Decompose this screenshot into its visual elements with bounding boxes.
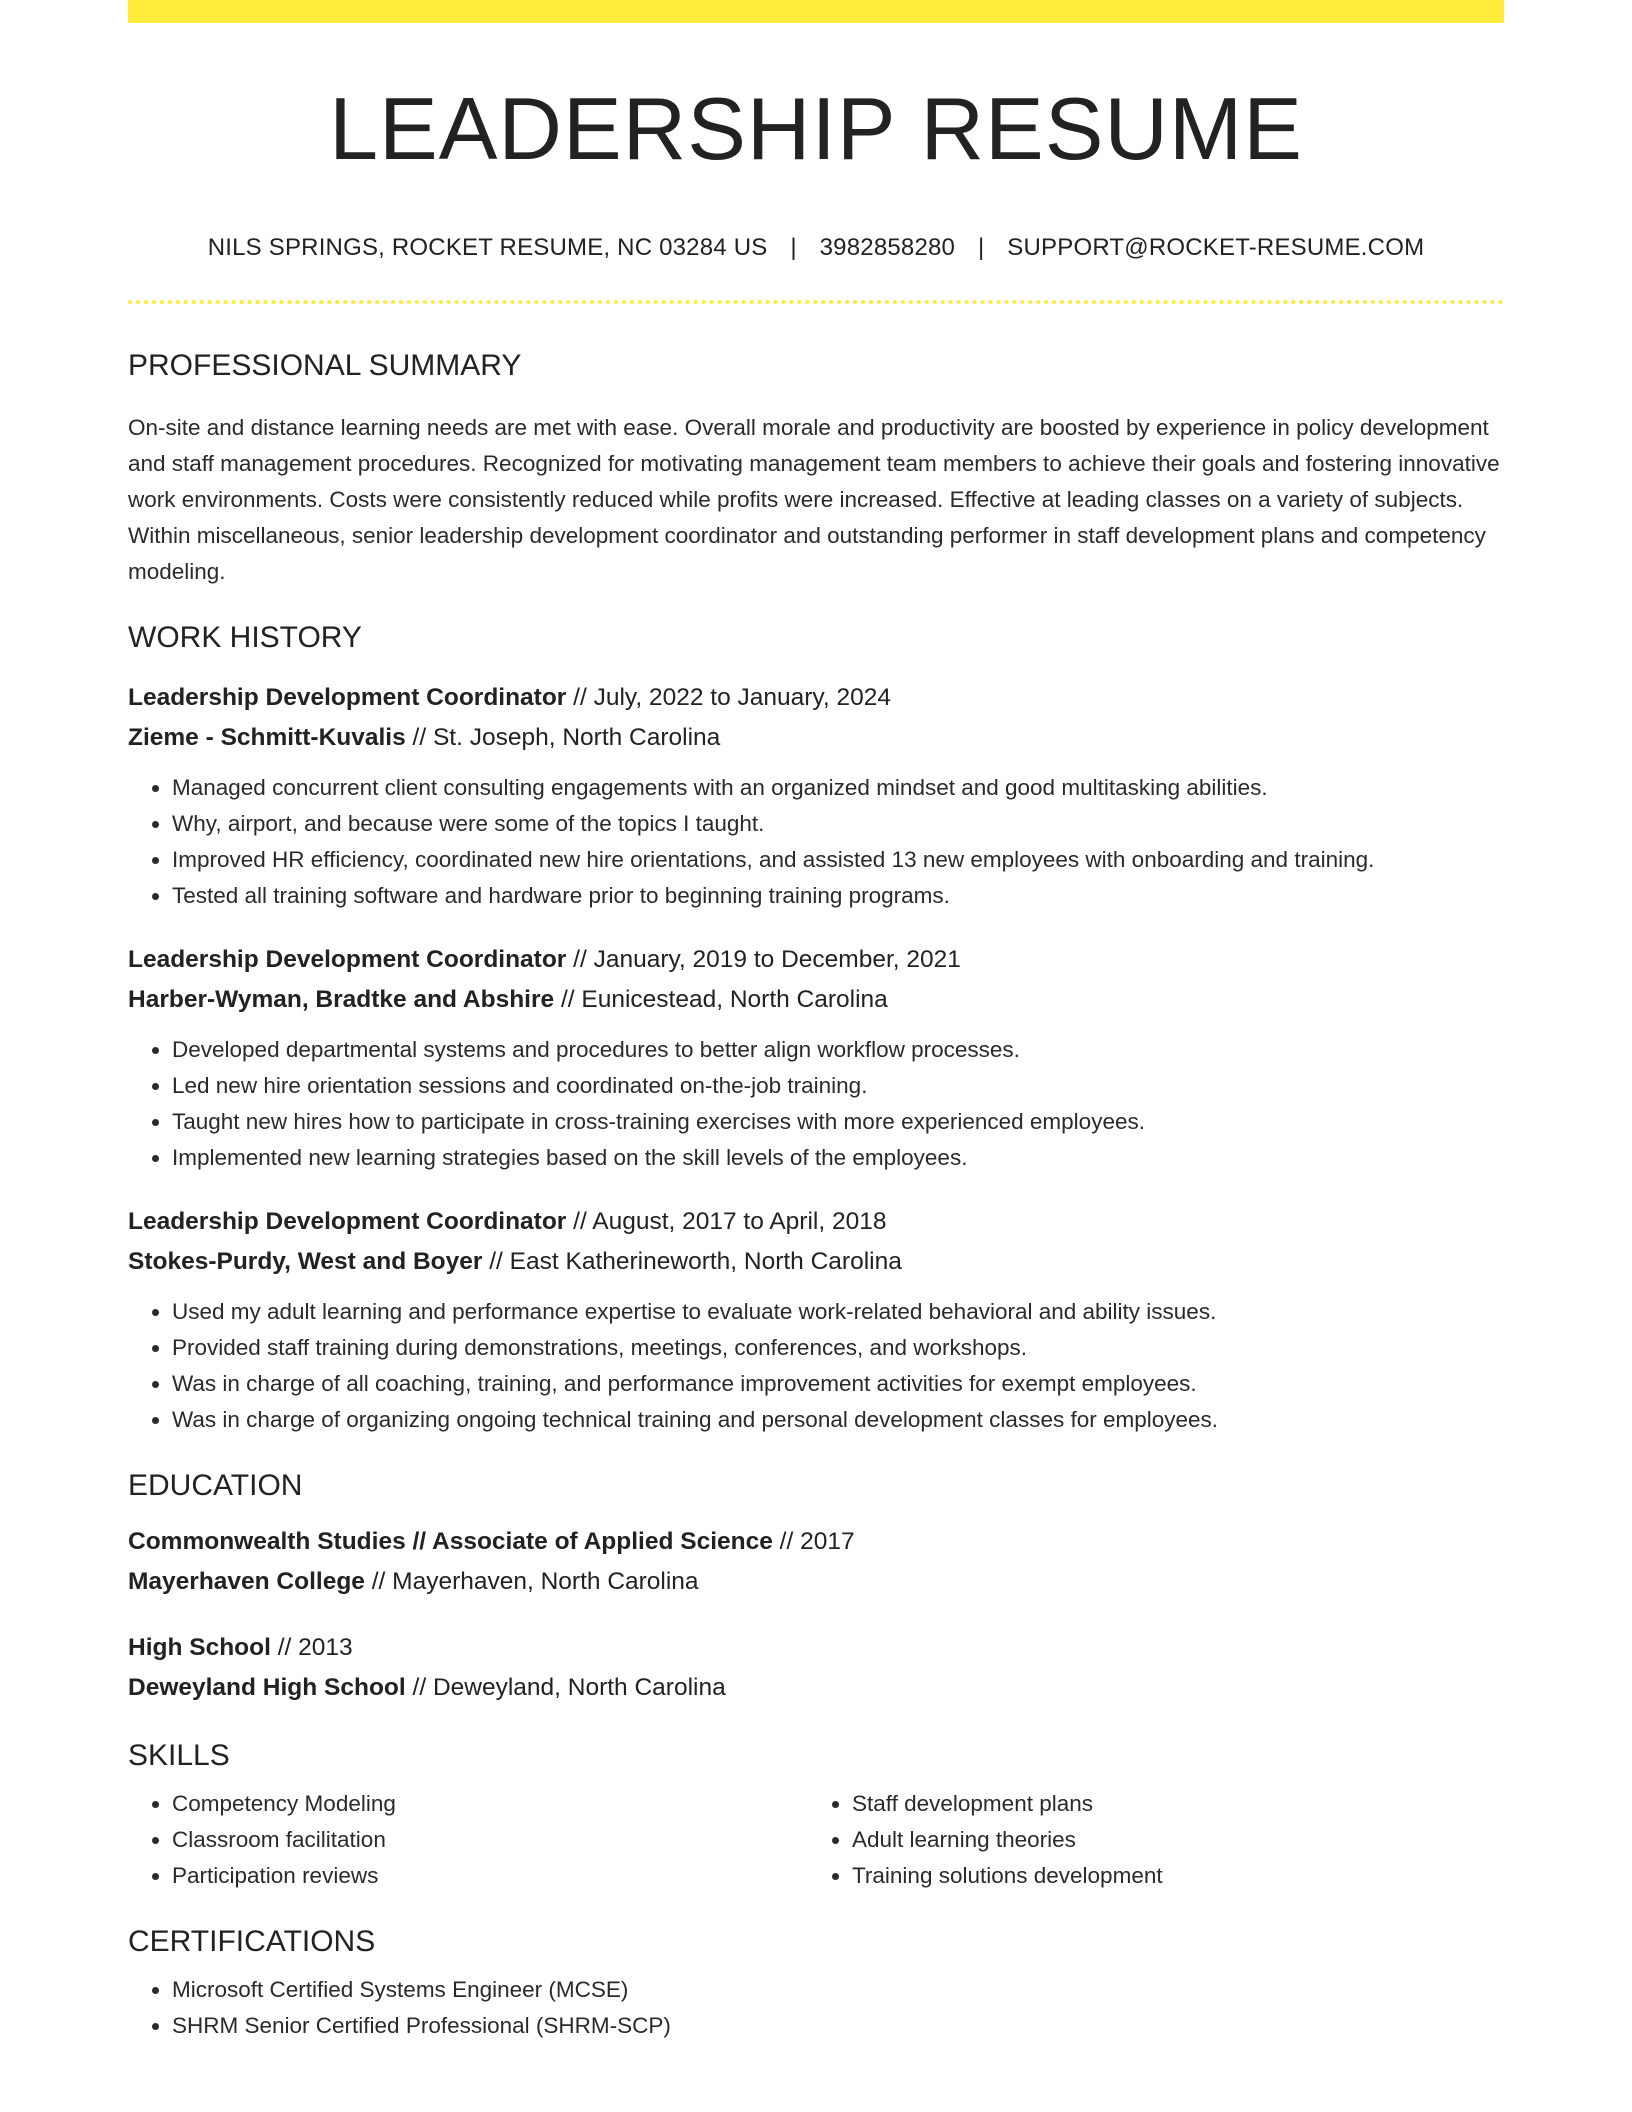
work-history-section: [128, 620, 1504, 1438]
job-bullet: • Was in charge of all coaching, training, and performance improvement activities for exempt employees.: [172, 1366, 1504, 1402]
degree: High School: [128, 1633, 271, 1661]
job-location: // St. Joseph, North Carolina: [405, 723, 721, 751]
school-location: // Mayerhaven, North Carolina: [364, 1567, 699, 1595]
job-location: // East Katherineworth, North Carolina: [482, 1247, 902, 1275]
job-bullet: • Developed departmental systems and procedures to better align workflow processes.: [172, 1032, 1504, 1068]
school-line: [128, 1562, 1504, 1602]
skills-heading: SKILLS: [128, 1738, 230, 1772]
skill-item: • Competency Modeling: [172, 1786, 808, 1822]
skill-item: • Classroom facilitation: [172, 1822, 808, 1858]
email: SUPPORT@ROCKET-RESUME.COM: [1007, 233, 1425, 261]
education-heading: EDUCATION: [128, 1468, 303, 1502]
education-section: [128, 1468, 1504, 1708]
job-bullets: [128, 1032, 1504, 1176]
summary-text: On-site and distance learning needs are met with ease. Overall morale and productivity are boosted by experience in policy development and staff management procedures. Recognized for motivating management team members to achieve their goals and fostering innovative work environments. Costs were consistently reduced while profits were increased. Effective at leading classes on a variety of subjects. Within miscellaneous, senior leadership development coordinator and outstanding performer in staff development plans and competency modeling.: [128, 414, 1500, 584]
education-entry: [128, 1628, 1504, 1708]
skill-item: • Adult learning theories: [852, 1822, 1488, 1858]
job-company-line: [128, 718, 1504, 758]
job-bullet: • Taught new hires how to participate in cross-training exercises with more experienced employees.: [172, 1104, 1504, 1140]
contact-separator: |: [790, 233, 797, 261]
job-entry: [128, 1202, 1504, 1438]
contact-line: [128, 234, 1504, 262]
certifications-heading: CERTIFICATIONS: [128, 1924, 376, 1958]
job-role-line: [128, 1202, 1504, 1242]
certifications-list: [128, 1972, 1504, 2044]
job-role: Leadership Development Coordinator: [128, 1207, 567, 1235]
degree: Commonwealth Studies // Associate of Applied Science: [128, 1527, 773, 1555]
graduation-year: // 2017: [772, 1527, 855, 1555]
job-dates: // January, 2019 to December, 2021: [566, 945, 961, 973]
certifications-section: [128, 1924, 1504, 2044]
job-role-line: [128, 940, 1504, 980]
job-company-line: [128, 1242, 1504, 1282]
school-location: // Deweyland, North Carolina: [405, 1673, 726, 1701]
job-bullet: • Improved HR efficiency, coordinated new hire orientations, and assisted 13 new employees with onboarding and training.: [172, 842, 1504, 878]
skills-grid: [128, 1786, 1504, 1894]
job-role: Leadership Development Coordinator: [128, 945, 567, 973]
work-history-heading: WORK HISTORY: [128, 620, 362, 654]
skill-item: • Staff development plans: [852, 1786, 1488, 1822]
job-bullet: • Managed concurrent client consulting engagements with an organized mindset and good multitasking abilities.: [172, 770, 1504, 806]
degree-line: [128, 1522, 1504, 1562]
job-company: Harber-Wyman, Bradtke and Abshire: [128, 985, 555, 1013]
job-bullet: • Tested all training software and hardware prior to beginning training programs.: [172, 878, 1504, 914]
job-location: // Eunicestead, North Carolina: [554, 985, 888, 1013]
job-company-line: [128, 980, 1504, 1020]
skill-item: • Participation reviews: [172, 1858, 808, 1894]
job-bullet: • Led new hire orientation sessions and coordinated on-the-job training.: [172, 1068, 1504, 1104]
job-company: Stokes-Purdy, West and Boyer: [128, 1247, 483, 1275]
degree-line: [128, 1628, 1504, 1668]
dotted-divider: [128, 300, 1504, 304]
job-bullets: [128, 770, 1504, 914]
skill-item: • Training solutions development: [852, 1858, 1488, 1894]
address: NILS SPRINGS, ROCKET RESUME, NC 03284 US: [207, 233, 768, 261]
job-bullet: • Provided staff training during demonstrations, meetings, conferences, and workshops.: [172, 1330, 1504, 1366]
school: Deweyland High School: [128, 1673, 406, 1701]
skills-section: [128, 1738, 1504, 1894]
top-accent-bar: [128, 0, 1504, 23]
job-dates: // July, 2022 to January, 2024: [566, 683, 891, 711]
summary-heading: PROFESSIONAL SUMMARY: [128, 348, 522, 382]
job-company: Zieme - Schmitt-Kuvalis: [128, 723, 406, 751]
job-dates: // August, 2017 to April, 2018: [566, 1207, 887, 1235]
contact-separator: |: [977, 233, 985, 261]
skills-column-right: [808, 1786, 1488, 1894]
job-bullet: • Why, airport, and because were some of the topics I taught.: [172, 806, 1504, 842]
school-line: [128, 1668, 1504, 1708]
school: Mayerhaven College: [128, 1567, 365, 1595]
job-entry: [128, 678, 1504, 914]
phone: 3982858280: [819, 233, 956, 261]
job-role-line: [128, 678, 1504, 718]
graduation-year: // 2013: [270, 1633, 353, 1661]
education-entry: [128, 1522, 1504, 1602]
skills-column-left: [128, 1786, 808, 1894]
job-bullets: [128, 1294, 1504, 1438]
job-bullet: • Was in charge of organizing ongoing technical training and personal development classes for employees.: [172, 1402, 1504, 1438]
resume-title: LEADERSHIP RESUME: [329, 79, 1303, 178]
job-role: Leadership Development Coordinator: [128, 683, 567, 711]
job-entry: [128, 940, 1504, 1176]
certification-item: • Microsoft Certified Systems Engineer (MCSE): [172, 1972, 1504, 2008]
job-bullet: • Implemented new learning strategies based on the skill levels of the employees.: [172, 1140, 1504, 1176]
resume-page: [128, 0, 1504, 2044]
certification-item: • SHRM Senior Certified Professional (SHRM-SCP): [172, 2008, 1504, 2044]
job-bullet: • Used my adult learning and performance expertise to evaluate work-related behavioral and ability issues.: [172, 1294, 1504, 1330]
